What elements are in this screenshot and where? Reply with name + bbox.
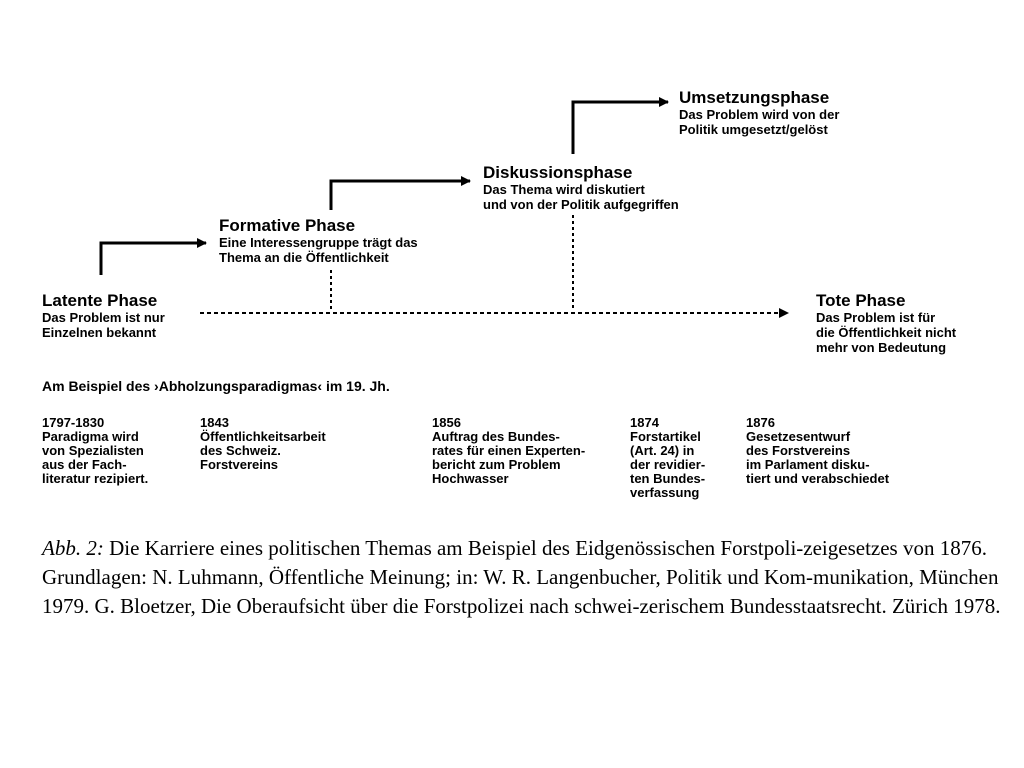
phase-latent <box>42 291 165 340</box>
phase-desc-line: Eine Interessengruppe trägt das <box>219 235 418 250</box>
caption-title: Die Karriere eines politischen Themas am Beispiel des Eidgenössischen Forstpoli-zeigesetzes von 1876. <box>109 536 987 560</box>
phase-desc-line: mehr von Bedeutung <box>816 340 947 355</box>
phase-title: Tote Phase <box>816 291 906 310</box>
step-arrow-3 <box>573 102 668 154</box>
caption-label: Abb. 2: <box>42 536 104 560</box>
example-heading: Am Beispiel des ›Abholzungsparadigmas‹ im 19. Jh. <box>42 378 390 394</box>
event-date: 1843 <box>200 415 229 430</box>
event-date: 1856 <box>432 415 461 430</box>
phase-desc-line: Einzelnen bekannt <box>42 325 157 340</box>
phase-desc-line: Das Problem ist für <box>816 310 936 325</box>
phase-desc-line: Politik umgesetzt/gelöst <box>679 122 828 137</box>
event-date: 1874 <box>630 415 659 430</box>
phase-title: Umsetzungsphase <box>679 88 830 107</box>
phase-title: Latente Phase <box>42 291 158 310</box>
event-text: Öffentlichkeitsarbeit des Schweiz. Forstvereins <box>200 429 326 472</box>
event-text: Forstartikel (Art. 24) in der revidier- ten Bundes- verfassung <box>630 429 706 500</box>
phase-desc-line: Das Thema wird diskutiert <box>483 182 645 197</box>
phase-desc-line: Das Problem wird von der <box>679 107 840 122</box>
caption-sources: Grundlagen: N. Luhmann, Öffentliche Meinung; in: W. R. Langenbucher, Politik und Kom-munikation, München 1979. G. Bloetzer, Die Oberaufsicht über die Forstpolizei nach schwei-zerischem Bundesstaatsrecht. Zürich 1978. <box>42 565 1001 618</box>
event-1856 <box>432 416 622 486</box>
phase-desc-line: und von der Politik aufgegriffen <box>483 197 679 212</box>
event-1876 <box>746 416 946 486</box>
step-arrow-2 <box>331 181 470 210</box>
event-1874 <box>630 416 740 500</box>
figure-caption <box>42 534 1002 621</box>
phase-implementation <box>679 88 839 137</box>
event-date: 1876 <box>746 415 775 430</box>
phase-discussion <box>483 163 679 212</box>
phase-desc-line: die Öffentlichkeit nicht <box>816 325 957 340</box>
phase-desc-line: Das Problem ist nur <box>42 310 165 325</box>
event-1843 <box>200 416 370 472</box>
phase-title: Diskussionsphase <box>483 163 633 182</box>
event-text: Paradigma wird von Spezialisten aus der Fach- literatur rezipiert. <box>42 429 149 486</box>
event-text: Auftrag des Bundes- rates für einen Experten- bericht zum Problem Hochwasser <box>432 429 586 486</box>
phase-desc-line: Thema an die Öffentlichkeit <box>219 250 389 265</box>
event-1797 <box>42 416 192 486</box>
event-text: Gesetzesentwurf des Forstvereins im Parlament disku- tiert und verabschiedet <box>746 429 890 486</box>
event-date: 1797-1830 <box>42 415 105 430</box>
phase-dead <box>816 291 956 355</box>
phase-title: Formative Phase <box>219 216 356 235</box>
phase-formative <box>219 216 418 265</box>
step-arrow-1 <box>101 243 206 275</box>
